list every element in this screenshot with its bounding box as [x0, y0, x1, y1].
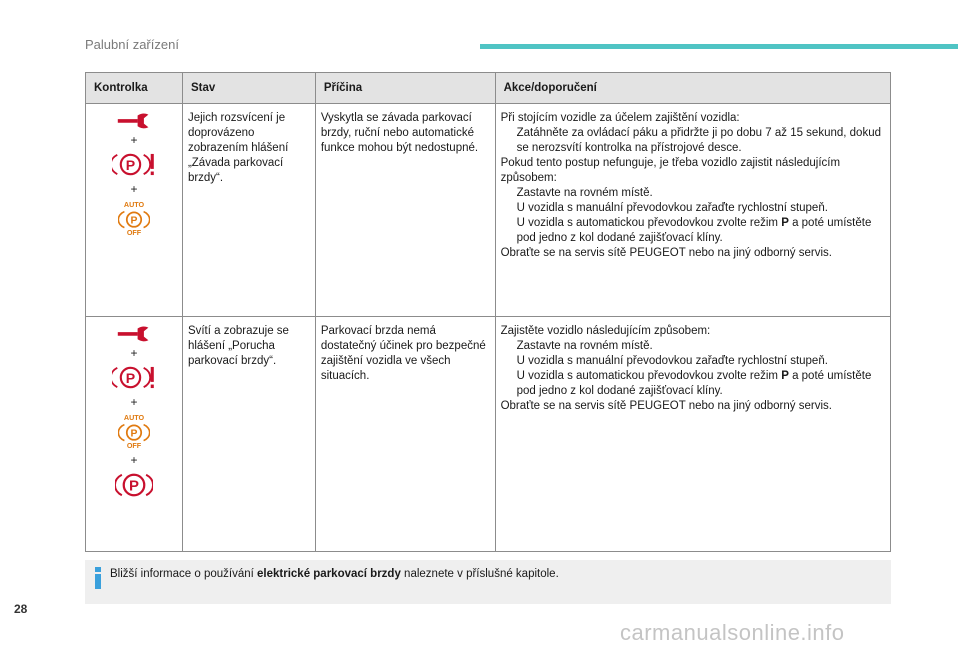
list-item: Zatáhněte za ovládací páku a přidržte ji po dobu 7 až 15 sekund, dokud se nerozsvítí kontrolka na přístrojové desce. [501, 126, 885, 156]
column-header: Kontrolka [86, 73, 183, 104]
plus-sign: + [130, 182, 138, 196]
indicator-cell [86, 104, 183, 317]
action-cell [495, 317, 890, 552]
auto-off-parking-icon [118, 413, 150, 449]
bullet-icon [501, 369, 517, 399]
list-item: U vozidla s automatickou převodovkou zvolte režim P a poté umístěte pod jedno z kol dodané zajišťovací klíny. [501, 216, 885, 246]
plus-sign: + [130, 346, 138, 360]
plus-sign: + [130, 453, 138, 467]
action-cell [495, 104, 890, 317]
bullet-icon [501, 339, 517, 354]
auto-off-parking-icon [118, 200, 150, 236]
plus-sign: + [130, 133, 138, 147]
action-outro: Obraťte se na servis sítě PEUGEOT nebo na jiný odborný servis. [500, 400, 832, 412]
info-icon [93, 566, 105, 590]
table-header-row [86, 73, 891, 104]
list-item: U vozidla s automatickou převodovkou zvolte režim P a poté umístěte pod jedno z kol dodané zajišťovací klíny. [501, 369, 885, 399]
parking-brake-fault-icon [112, 151, 156, 178]
bullet-icon [501, 354, 517, 369]
table-row [86, 317, 891, 552]
list-item: Zastavte na rovném místě. [501, 339, 885, 354]
state-cell: Svítí a zobrazuje se hlášení „Porucha parkovací brzdy“. [182, 317, 315, 552]
page-number: 28 [14, 602, 28, 616]
column-header: Akce/doporučení [495, 73, 890, 104]
column-header: Stav [182, 73, 315, 104]
action-outro: Obraťte se na servis sítě PEUGEOT nebo na jiný odborný servis. [500, 247, 832, 259]
cause-cell: Parkovací brzda nemá dostatečný účinek pro bezpečné zajištění vozidla ve všech situacích. [315, 317, 495, 552]
state-cell: Jejich rozsvícení je doprovázeno zobrazením hlášení „Závada parkovací brzdy“. [182, 104, 315, 317]
bullet-icon [501, 216, 517, 246]
table-row [86, 104, 891, 317]
info-box [85, 560, 891, 604]
header-accent-bar [480, 44, 958, 49]
wrench-icon [116, 324, 152, 342]
parking-brake-icon [115, 471, 153, 499]
warning-lights-table [85, 72, 891, 552]
bullet-icon [501, 126, 517, 156]
action-intro: Zajistěte vozidlo následujícím způsobem: [500, 325, 711, 337]
column-header: Příčina [315, 73, 495, 104]
info-text: Bližší informace o používání elektrické parkovací brzdy naleznete v příslušné kapitole. [110, 568, 559, 580]
action-middle: Pokud tento postup nefunguje, je třeba vozidlo zajistit následujícím způsobem: [500, 157, 841, 184]
page-header-title: Palubní zařízení [85, 37, 179, 52]
list-item: U vozidla s manuální převodovkou zařaďte rychlostní stupeň. [501, 354, 885, 369]
bullet-icon [501, 186, 517, 201]
indicator-cell [86, 317, 183, 552]
plus-sign: + [130, 395, 138, 409]
cause-cell: Vyskytla se závada parkovací brzdy, ruční nebo automatické funkce mohou být nedostupné. [315, 104, 495, 317]
bullet-icon [501, 201, 517, 216]
wrench-icon [116, 111, 152, 129]
list-item: Zastavte na rovném místě. [501, 186, 885, 201]
list-item: U vozidla s manuální převodovkou zařaďte rychlostní stupeň. [501, 201, 885, 216]
parking-brake-fault-icon [112, 364, 156, 391]
action-intro: Při stojícím vozidle za účelem zajištění vozidla: [500, 112, 740, 124]
watermark-text: carmanualsonline.info [620, 620, 845, 645]
